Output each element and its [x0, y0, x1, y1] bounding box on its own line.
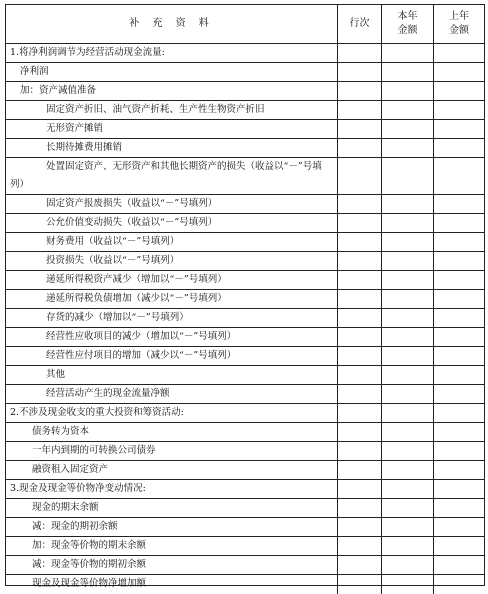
current-year-cell[interactable]	[382, 385, 434, 403]
table-row	[6, 461, 484, 480]
table-row	[6, 347, 484, 366]
row-label: 经营活动产生的现金流量净额	[6, 385, 338, 403]
row-label: 处置固定资产、无形资产和其他长期资产的损失（收益以“－”号填列）	[6, 158, 338, 194]
current-year-cell[interactable]	[382, 120, 434, 138]
line-no-cell[interactable]	[338, 575, 382, 594]
header-supplement: 补 充 资 料	[6, 5, 338, 43]
row-label: 加：现金等价物的期末余额	[6, 537, 338, 555]
last-year-cell[interactable]	[434, 499, 484, 517]
last-year-cell[interactable]	[434, 518, 484, 536]
line-no-cell[interactable]	[338, 366, 382, 384]
row-label: 融资租入固定资产	[6, 461, 338, 479]
current-year-cell[interactable]	[382, 63, 434, 81]
last-year-cell[interactable]	[434, 575, 484, 594]
current-year-cell[interactable]	[382, 442, 434, 460]
row-label: 1.将净利润调节为经营活动现金流量:	[6, 44, 338, 62]
line-no-cell[interactable]	[338, 214, 382, 232]
line-no-cell[interactable]	[338, 233, 382, 251]
last-year-cell[interactable]	[434, 347, 484, 365]
current-year-cell[interactable]	[382, 575, 434, 594]
line-no-cell[interactable]	[338, 537, 382, 555]
table-row	[6, 556, 484, 575]
table-body	[6, 44, 484, 594]
line-no-cell[interactable]	[338, 120, 382, 138]
current-year-cell[interactable]	[382, 195, 434, 213]
line-no-cell[interactable]	[338, 252, 382, 270]
row-label: 加：资产减值准备	[6, 82, 338, 100]
last-year-cell[interactable]	[434, 366, 484, 384]
row-label: 无形资产摊销	[6, 120, 338, 138]
row-label: 减：现金的期初余额	[6, 518, 338, 536]
line-no-cell[interactable]	[338, 158, 382, 194]
line-no-cell[interactable]	[338, 442, 382, 460]
table-row	[6, 195, 484, 214]
current-year-cell[interactable]	[382, 233, 434, 251]
current-year-cell[interactable]	[382, 82, 434, 100]
line-no-cell[interactable]	[338, 461, 382, 479]
line-no-cell[interactable]	[338, 423, 382, 441]
row-label: 其他	[6, 366, 338, 384]
last-year-cell[interactable]	[434, 101, 484, 119]
last-year-cell[interactable]	[434, 214, 484, 232]
header-last-year: 上年 金额	[449, 11, 469, 36]
header-current-year: 本年 金额	[382, 5, 434, 43]
line-no-cell[interactable]	[338, 44, 382, 62]
current-year-cell[interactable]	[382, 423, 434, 441]
table-header	[6, 5, 484, 44]
current-year-cell[interactable]	[382, 499, 434, 517]
table-row	[6, 518, 484, 537]
row-label: 公允价值变动损失（收益以“－”号填列）	[6, 214, 338, 232]
table-row	[6, 44, 484, 63]
table-row	[6, 404, 484, 423]
current-year-cell[interactable]	[382, 347, 434, 365]
last-year-cell[interactable]	[434, 537, 484, 555]
last-year-cell[interactable]	[434, 120, 484, 138]
row-label: 递延所得税资产减少（增加以“－”号填列）	[6, 271, 338, 289]
current-year-cell[interactable]	[382, 556, 434, 574]
last-year-cell[interactable]	[434, 556, 484, 574]
table-row	[6, 214, 484, 233]
table-row	[6, 82, 484, 101]
line-no-cell[interactable]	[338, 82, 382, 100]
table-row	[6, 63, 484, 82]
last-year-cell[interactable]	[434, 480, 484, 498]
last-year-cell[interactable]	[434, 252, 484, 270]
row-label: 财务费用（收益以“－”号填列）	[6, 233, 338, 251]
current-year-cell[interactable]	[382, 480, 434, 498]
line-no-cell[interactable]	[338, 139, 382, 157]
table-row	[6, 480, 484, 499]
last-year-cell[interactable]	[434, 82, 484, 100]
current-year-cell[interactable]	[382, 404, 434, 422]
last-year-cell[interactable]	[434, 195, 484, 213]
line-no-cell[interactable]	[338, 556, 382, 574]
current-year-cell[interactable]	[382, 461, 434, 479]
last-year-cell[interactable]	[434, 423, 484, 441]
line-no-cell[interactable]	[338, 328, 382, 346]
current-year-cell[interactable]	[382, 101, 434, 119]
table-row	[6, 271, 484, 290]
last-year-cell[interactable]	[434, 328, 484, 346]
current-year-cell[interactable]	[382, 44, 434, 62]
row-label: 一年内到期的可转换公司债券	[6, 442, 338, 460]
table-row	[6, 290, 484, 309]
table-row	[6, 366, 484, 385]
last-year-cell[interactable]	[434, 309, 484, 327]
last-year-cell[interactable]	[434, 158, 484, 194]
table-row	[6, 101, 484, 120]
table-row	[6, 233, 484, 252]
table-row	[6, 423, 484, 442]
row-label: 投资损失（收益以“－”号填列）	[6, 252, 338, 270]
last-year-cell[interactable]	[434, 442, 484, 460]
table-row	[6, 139, 484, 158]
row-label: 固定资产报废损失（收益以“－”号填列）	[6, 195, 338, 213]
last-year-cell[interactable]	[434, 290, 484, 308]
last-year-cell[interactable]	[434, 404, 484, 422]
table-row	[6, 385, 484, 404]
table-row	[6, 575, 484, 594]
table-row	[6, 499, 484, 518]
last-year-cell[interactable]	[434, 233, 484, 251]
row-label: 现金及现金等价物净增加额	[6, 575, 338, 594]
row-label: 减：现金等价物的期初余额	[6, 556, 338, 574]
supplementary-info-table	[5, 4, 485, 589]
table-row	[6, 158, 484, 195]
last-year-cell[interactable]	[434, 139, 484, 157]
last-year-cell[interactable]	[434, 271, 484, 289]
row-label: 固定资产折旧、油气资产折耗、生产性生物资产折旧	[6, 101, 338, 119]
line-no-cell[interactable]	[338, 480, 382, 498]
table-row	[6, 442, 484, 461]
line-no-cell[interactable]	[338, 271, 382, 289]
table-row	[6, 537, 484, 556]
line-no-cell[interactable]	[338, 518, 382, 536]
row-label: 现金的期末余额	[6, 499, 338, 517]
current-year-cell[interactable]	[382, 271, 434, 289]
table-row	[6, 309, 484, 328]
row-label: 3.现金及现金等价物净变动情况:	[6, 480, 338, 498]
line-no-cell[interactable]	[338, 499, 382, 517]
current-year-cell[interactable]	[382, 139, 434, 157]
current-year-cell[interactable]	[382, 537, 434, 555]
row-label: 递延所得税负债增加（减少以“－”号填列）	[6, 290, 338, 308]
line-no-cell[interactable]	[338, 347, 382, 365]
line-no-cell[interactable]	[338, 385, 382, 403]
current-year-cell[interactable]	[382, 252, 434, 270]
row-label: 债务转为资本	[6, 423, 338, 441]
row-label: 2.不涉及现金收支的重大投资和筹资活动:	[6, 404, 338, 422]
last-year-cell[interactable]	[434, 63, 484, 81]
line-no-cell[interactable]	[338, 290, 382, 308]
row-label: 经营性应收项目的减少（增加以“－”号填列）	[6, 328, 338, 346]
row-label: 经营性应付项目的增加（减少以“－”号填列）	[6, 347, 338, 365]
line-no-cell[interactable]	[338, 404, 382, 422]
line-no-cell[interactable]	[338, 101, 382, 119]
last-year-cell[interactable]	[434, 44, 484, 62]
row-label: 长期待摊费用摊销	[6, 139, 338, 157]
row-label: 净利润	[6, 63, 338, 81]
row-label: 存货的减少（增加以“－”号填列）	[6, 309, 338, 327]
line-no-cell[interactable]	[338, 309, 382, 327]
current-year-cell[interactable]	[382, 328, 434, 346]
line-no-cell[interactable]	[338, 63, 382, 81]
current-year-cell[interactable]	[382, 518, 434, 536]
last-year-cell[interactable]	[434, 461, 484, 479]
line-no-cell[interactable]	[338, 195, 382, 213]
table-row	[6, 120, 484, 139]
table-row	[6, 328, 484, 347]
table-row	[6, 252, 484, 271]
last-year-cell[interactable]	[434, 385, 484, 403]
current-year-cell[interactable]	[382, 158, 434, 194]
current-year-cell[interactable]	[382, 309, 434, 327]
current-year-cell[interactable]	[382, 290, 434, 308]
current-year-cell[interactable]	[382, 214, 434, 232]
current-year-cell[interactable]	[382, 366, 434, 384]
header-line-no: 行次	[338, 5, 382, 43]
